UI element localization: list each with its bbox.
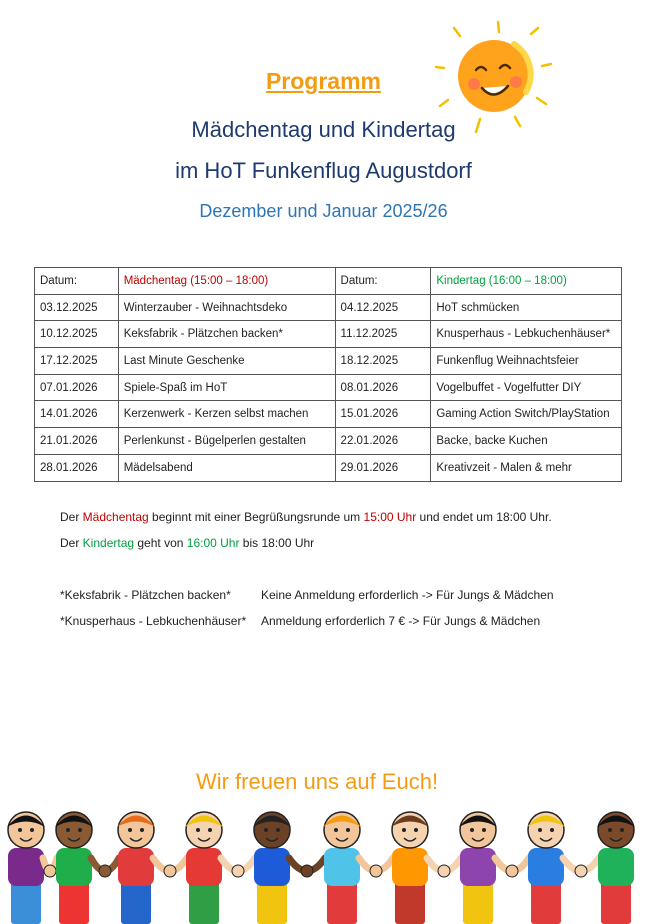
event-cell: Keksfabrik - Plätzchen backen* — [118, 321, 335, 348]
title-line-2: im HoT Funkenflug Augustdorf — [175, 158, 472, 183]
child-eye — [30, 828, 34, 832]
child-eye — [196, 828, 200, 832]
title-line-1: Mädchentag und Kindertag — [191, 117, 456, 142]
child-eye — [66, 828, 70, 832]
child-eye — [264, 828, 268, 832]
table-row — [35, 374, 622, 401]
note-maedchentag — [60, 510, 552, 524]
child-eye — [414, 828, 418, 832]
child-hands — [232, 865, 244, 877]
child-eye — [470, 828, 474, 832]
event-cell: Kreativzeit - Malen & mehr — [431, 454, 622, 481]
event-cell: Perlenkunst - Bügelperlen gestalten — [118, 428, 335, 455]
child-hands — [438, 865, 450, 877]
footnote-name: *Keksfabrik - Plätzchen backen* — [60, 588, 231, 602]
header-maedchentag: Mädchentag (15:00 – 18:00) — [118, 268, 335, 295]
child-hands — [99, 865, 111, 877]
date-cell: 14.01.2026 — [35, 401, 119, 428]
table-header-row — [35, 268, 622, 295]
note-kindertag — [60, 536, 314, 550]
child-eye — [538, 828, 542, 832]
child-hands — [44, 865, 56, 877]
schedule-table — [34, 267, 622, 482]
child-shirt — [528, 848, 564, 886]
note-text: beginnt mit einer Begrüßungsrunde um — [148, 510, 364, 524]
child-shirt — [254, 848, 290, 886]
child-shirt — [392, 848, 428, 886]
child-hands — [164, 865, 176, 877]
children-illustration — [0, 800, 647, 924]
header-kindertag: Kindertag (16:00 – 18:00) — [431, 268, 622, 295]
footnote-name: *Knusperhaus - Lebkuchenhäuser* — [60, 614, 247, 628]
subtitle: Dezember und Januar 2025/26 — [199, 201, 448, 221]
date-cell: 17.12.2025 — [35, 348, 119, 375]
child-eye — [482, 828, 486, 832]
child-eye — [608, 828, 612, 832]
note-time: 16:00 Uhr — [186, 536, 240, 550]
child-shirt — [56, 848, 92, 886]
child-hands — [506, 865, 518, 877]
child-shirt — [460, 848, 496, 886]
footnote-info: Anmeldung erforderlich 7 € -> Für Jungs & Mädchen — [261, 614, 541, 628]
date-cell: 11.12.2025 — [335, 321, 431, 348]
date-cell: 15.01.2026 — [335, 401, 431, 428]
note-text: bis 18:00 Uhr — [239, 536, 315, 550]
note-highlight: Mädchentag — [82, 510, 149, 524]
date-cell: 08.01.2026 — [335, 374, 431, 401]
note-text: geht von — [134, 536, 187, 550]
child-hands — [370, 865, 382, 877]
child-eye — [402, 828, 406, 832]
event-cell: HoT schmücken — [431, 294, 622, 321]
event-cell: Gaming Action Switch/PlayStation — [431, 401, 622, 428]
child-shirt — [598, 848, 634, 886]
event-cell: Vogelbuffet - Vogelfutter DIY — [431, 374, 622, 401]
date-cell: 29.01.2026 — [335, 454, 431, 481]
child-eye — [276, 828, 280, 832]
note-text: und endet um 18:00 Uhr. — [416, 510, 552, 524]
header-date-girls: Datum: — [35, 268, 119, 295]
event-cell: Funkenflug Weihnachtsfeier — [431, 348, 622, 375]
event-cell: Last Minute Geschenke — [118, 348, 335, 375]
date-cell: 07.01.2026 — [35, 374, 119, 401]
event-cell: Spiele-Spaß im HoT — [118, 374, 335, 401]
event-cell: Kerzenwerk - Kerzen selbst machen — [118, 401, 335, 428]
child-eye — [346, 828, 350, 832]
program-title: Programm — [265, 68, 382, 94]
event-cell: Winterzauber - Weihnachtsdeko — [118, 294, 335, 321]
child-eye — [208, 828, 212, 832]
child-eye — [78, 828, 82, 832]
child-shirt — [186, 848, 222, 886]
footnote-info: Keine Anmeldung erforderlich -> Für Jungs & Mädchen — [261, 588, 554, 602]
date-cell: 28.01.2026 — [35, 454, 119, 481]
date-cell: 18.12.2025 — [335, 348, 431, 375]
child-hands — [301, 865, 313, 877]
child-eye — [550, 828, 554, 832]
date-cell: 04.12.2025 — [335, 294, 431, 321]
event-cell: Knusperhaus - Lebkuchenhäuser* — [431, 321, 622, 348]
note-text: Der — [60, 510, 83, 524]
closing-message: Wir freuen uns auf Euch! — [195, 769, 439, 794]
child-eye — [128, 828, 132, 832]
table-row — [35, 428, 622, 455]
date-cell: 22.01.2026 — [335, 428, 431, 455]
child-eye — [18, 828, 22, 832]
event-cell: Mädelsabend — [118, 454, 335, 481]
child-shirt — [324, 848, 360, 886]
child-eye — [140, 828, 144, 832]
table-row — [35, 401, 622, 428]
date-cell: 10.12.2025 — [35, 321, 119, 348]
header-date-kids: Datum: — [335, 268, 431, 295]
child-shirt — [118, 848, 154, 886]
child-hands — [575, 865, 587, 877]
event-cell: Backe, backe Kuchen — [431, 428, 622, 455]
note-highlight: Kindertag — [82, 536, 135, 550]
table-row — [35, 348, 622, 375]
child-eye — [334, 828, 338, 832]
child-eye — [620, 828, 624, 832]
date-cell: 03.12.2025 — [35, 294, 119, 321]
date-cell: 21.01.2026 — [35, 428, 119, 455]
table-row — [35, 454, 622, 481]
note-text: Der — [60, 536, 83, 550]
note-time: 15:00 Uhr — [363, 510, 417, 524]
child-shirt — [8, 848, 44, 886]
table-row — [35, 321, 622, 348]
table-row — [35, 294, 622, 321]
